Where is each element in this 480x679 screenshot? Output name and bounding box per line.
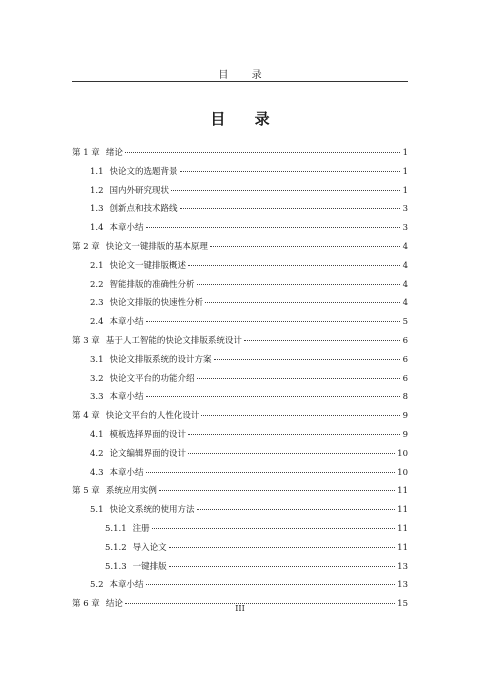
toc-entry-page: 11 [397,505,408,516]
toc-entry-page: 9 [402,429,408,440]
toc-entry-page: 4 [402,298,408,309]
toc-entry-number: 第 2 章 [72,241,100,252]
toc-entry-number: 第 3 章 [72,335,100,346]
toc-entry-title: 论文编辑界面的设计 [109,448,187,459]
toc-entry-page: 4 [402,279,408,290]
toc-entry-page: 5 [402,317,408,328]
toc-section-entry[interactable] [72,464,408,483]
toc-section-entry[interactable] [72,351,408,370]
toc-section-entry[interactable] [72,294,408,313]
toc-entry-number: 5.1.3 [105,561,127,572]
dot-leader [146,472,396,473]
dot-leader [201,415,400,416]
dot-leader [169,566,396,567]
dot-leader [197,284,400,285]
toc-entry-page: 8 [402,392,408,403]
toc-entry-number: 2.1 [90,260,104,271]
toc-section-entry[interactable] [72,445,408,464]
toc-entry-page: 6 [402,373,408,384]
dot-leader [146,227,400,228]
toc-entry-title: 注册 [132,523,150,534]
toc-entry-number: 3.1 [90,354,104,365]
toc-entry-number: 1.3 [90,204,104,215]
toc-entry-page: 1 [402,166,408,177]
dot-leader [210,246,400,247]
dot-leader [146,321,400,322]
toc-section-entry[interactable] [72,182,408,201]
toc-entry-title: 本章小结 [109,223,144,234]
toc-entry-title: 创新点和技术路线 [109,204,178,215]
toc-entry-title: 本章小结 [109,467,144,478]
toc-entry-page: 6 [402,335,408,346]
dot-leader [188,453,395,454]
toc-section-entry[interactable] [72,388,408,407]
toc-entry-page: 1 [402,185,408,196]
toc-entry-title: 快论文排版的快速性分析 [109,298,204,309]
toc-entry-page: 13 [397,561,408,572]
toc-entry-page: 6 [402,354,408,365]
toc-entry-number: 1.1 [90,166,104,177]
toc-entry-title: 快论文一键排版的基本原理 [105,241,208,252]
toc-section-entry[interactable] [72,163,408,182]
toc-section-entry[interactable] [72,313,408,332]
toc-section-entry[interactable] [72,576,408,595]
toc-entry-number: 5.1.2 [105,542,127,553]
toc-entry-page: 3 [402,223,408,234]
toc-section-entry[interactable] [72,539,408,558]
toc-chapter-entry[interactable] [72,238,408,257]
toc-entry-title: 本章小结 [109,317,144,328]
toc-entry-page: 13 [397,580,408,591]
dot-leader [180,171,400,172]
toc-entry-number: 4.2 [90,448,104,459]
dot-leader [244,340,400,341]
dot-leader [188,265,400,266]
toc-entry-page: 15 [397,599,408,610]
toc-entry-title: 快论文一键排版概述 [109,260,187,271]
page-number: III [235,604,245,613]
toc-entry-title: 快论文平台的功能介绍 [109,373,195,384]
toc-entry-page: 11 [397,523,408,534]
toc-entry-page: 11 [397,486,408,497]
dot-leader [188,434,400,435]
toc-chapter-entry[interactable] [72,482,408,501]
dot-leader [180,208,400,209]
toc-entry-page: 10 [397,448,408,459]
dot-leader [205,302,400,303]
toc-entry-number: 1.2 [90,185,104,196]
toc-entry-title: 国内外研究现状 [109,185,170,196]
toc-entry-title: 绪论 [105,148,123,158]
toc-entry-number: 2.2 [90,279,104,290]
toc-section-entry[interactable] [72,200,408,219]
dot-leader [169,547,396,548]
toc-entry-title: 快论文平台的人性化设计 [105,411,200,422]
toc-chapter-entry[interactable] [72,407,408,426]
toc-entry-title: 基于人工智能的快论文排版系统设计 [105,335,242,346]
toc-entry-page: 4 [402,241,408,252]
toc-entry-title: 本章小结 [109,580,144,591]
toc-entry-page: 3 [402,204,408,215]
toc-entry-number: 第 6 章 [72,599,100,610]
dot-leader [146,584,396,585]
toc-entry-title: 模板选择界面的设计 [109,429,187,440]
toc-section-entry[interactable] [72,219,408,238]
dot-leader [197,378,400,379]
toc-entry-page: 11 [397,542,408,553]
toc-entry-title: 快论文排版系统的设计方案 [109,354,212,365]
toc-entry-page: 1 [402,148,408,158]
toc-section-entry[interactable] [72,276,408,295]
toc-entry-title: 快论文的选题背景 [109,166,178,177]
toc-entry-number: 5.2 [90,580,104,591]
toc-entry-title: 系统应用实例 [105,486,157,497]
toc-entry-number: 第 5 章 [72,486,100,497]
toc-entry-number: 5.1.1 [105,523,127,534]
toc-entry-number: 第 1 章 [72,148,100,158]
toc-entry-number: 4.3 [90,467,104,478]
toc-entry-title: 一键排版 [132,561,167,572]
table-of-contents [72,144,408,614]
dot-leader [146,396,400,397]
dot-leader [214,359,400,360]
dot-leader [152,528,396,529]
dot-leader [159,490,395,491]
toc-entry-number: 3.2 [90,373,104,384]
toc-section-entry[interactable] [72,558,408,577]
toc-chapter-entry[interactable] [72,332,408,351]
toc-entry-title: 结论 [105,599,123,610]
page-title: 目 录 [210,110,282,128]
toc-entry-title: 本章小结 [109,392,144,403]
toc-section-entry[interactable] [72,370,408,389]
toc-section-entry[interactable] [72,257,408,276]
toc-entry-title: 导入论文 [132,542,167,553]
toc-entry-number: 5.1 [90,505,104,516]
running-header: 目 录 [218,70,272,81]
toc-entry-page: 9 [402,411,408,422]
toc-entry-page: 4 [402,260,408,271]
header-rule [72,81,408,82]
toc-chapter-entry[interactable] [72,144,408,163]
toc-entry-number: 4.1 [90,429,104,440]
toc-entry-number: 1.4 [90,223,104,234]
toc-entry-number: 3.3 [90,392,104,403]
toc-entry-page: 10 [397,467,408,478]
toc-entry-number: 第 4 章 [72,411,100,422]
dot-leader [197,509,396,510]
toc-section-entry[interactable] [72,520,408,539]
toc-section-entry[interactable] [72,501,408,520]
toc-entry-number: 2.3 [90,298,104,309]
toc-entry-title: 快论文系统的使用方法 [109,505,195,516]
toc-section-entry[interactable] [72,426,408,445]
dot-leader [125,152,400,153]
toc-entry-title: 智能排版的准确性分析 [109,279,195,290]
toc-entry-number: 2.4 [90,317,104,328]
dot-leader [171,190,400,191]
